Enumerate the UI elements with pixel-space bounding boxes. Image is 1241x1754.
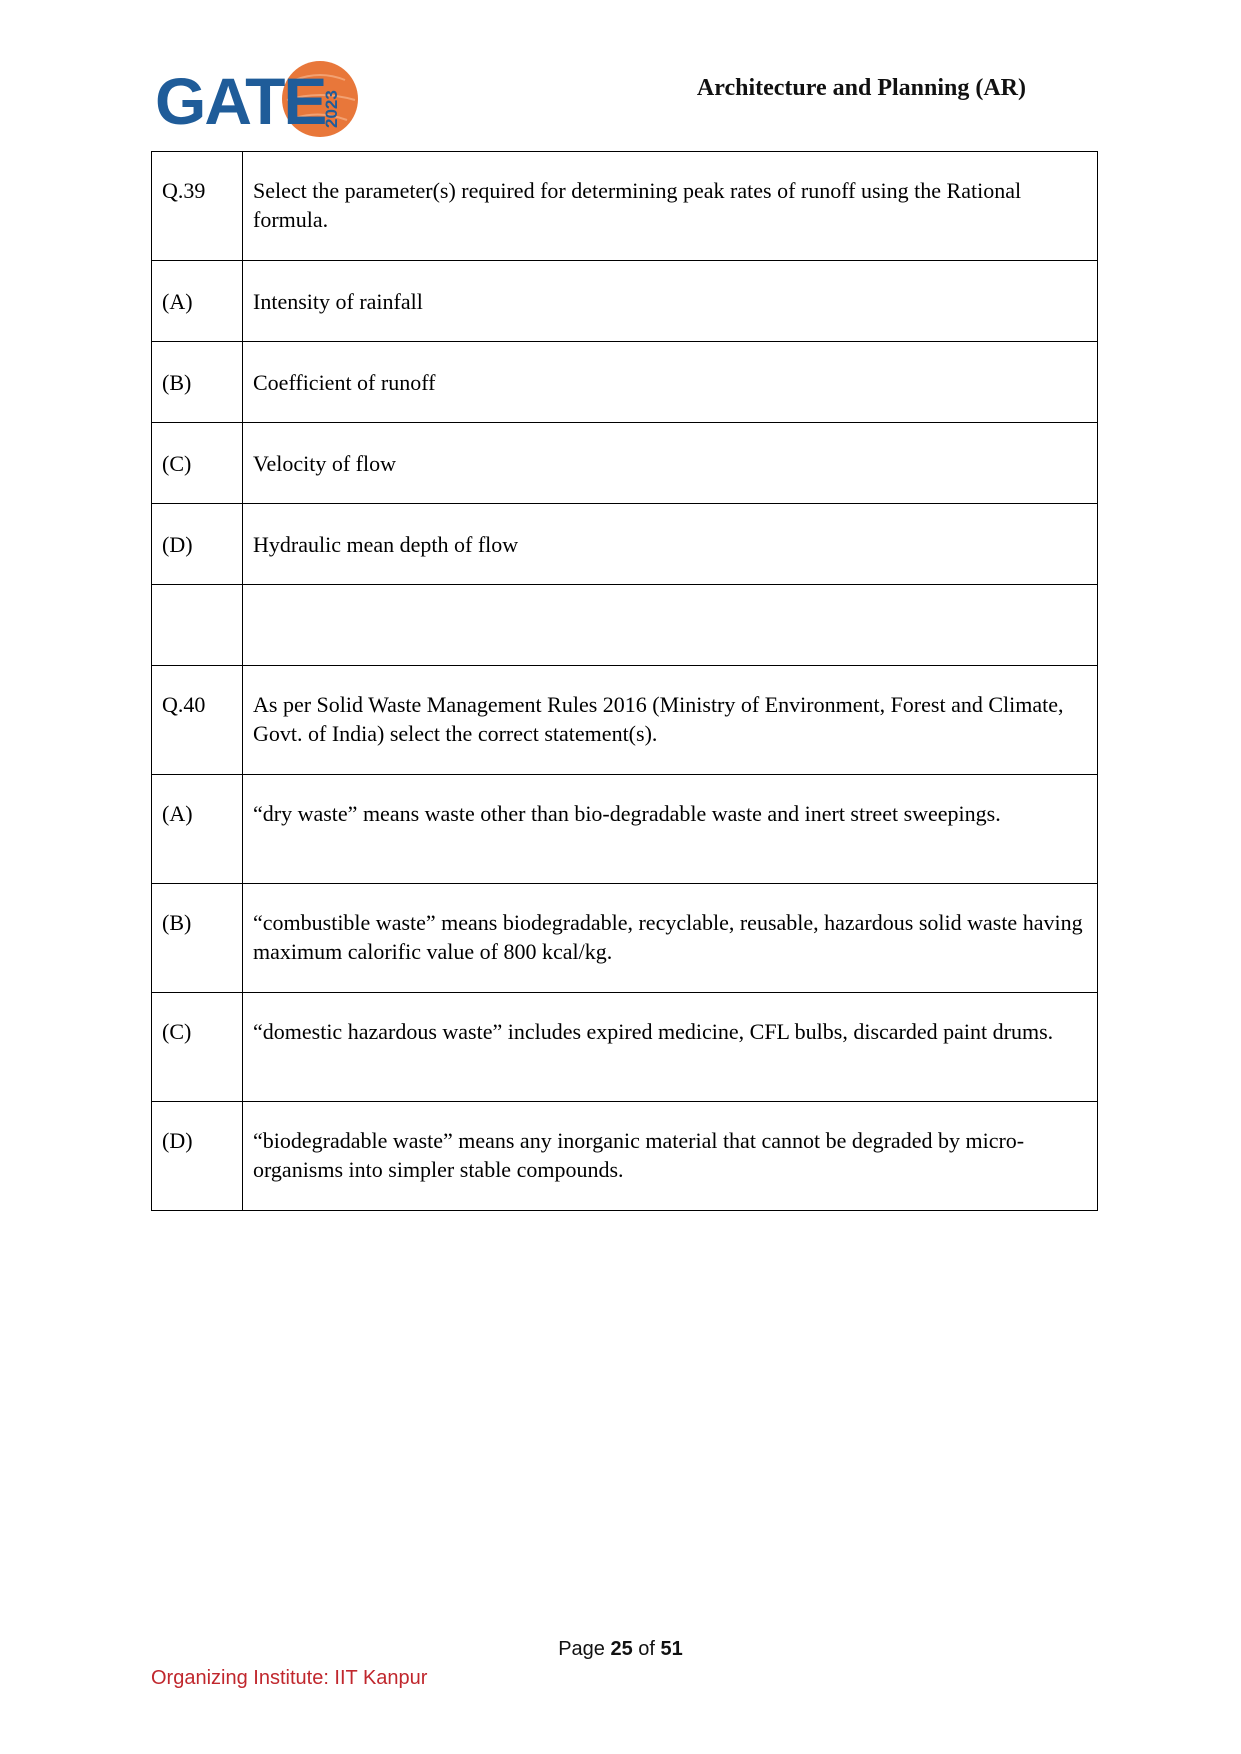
page-prefix: Page xyxy=(558,1638,605,1660)
page-total: 51 xyxy=(660,1638,683,1660)
page-of: of xyxy=(638,1638,655,1660)
option-label: (D) xyxy=(152,504,243,585)
subject-title: Architecture and Planning (AR) xyxy=(696,75,1026,101)
option-label: (C) xyxy=(152,423,243,504)
question-text: As per Solid Waste Management Rules 2016 (Ministry of Environment, Forest and Climate, Govt. of India) select the correct statement(s). xyxy=(243,666,1098,775)
spacer-row xyxy=(152,585,1098,666)
option-label: (A) xyxy=(152,261,243,342)
spacer-cell xyxy=(243,585,1098,666)
option-row xyxy=(152,775,1098,884)
logo-wordmark: GATE xyxy=(155,64,326,138)
option-text: Hydraulic mean depth of flow xyxy=(243,504,1098,585)
option-row xyxy=(152,1102,1098,1211)
page-current: 25 xyxy=(610,1638,633,1660)
question-number: Q.39 xyxy=(152,152,243,261)
question-number: Q.40 xyxy=(152,666,243,775)
logo-year: 2023 xyxy=(322,90,341,128)
spacer-cell xyxy=(152,585,243,666)
option-label: (B) xyxy=(152,884,243,993)
option-row xyxy=(152,423,1098,504)
option-text: Intensity of rainfall xyxy=(243,261,1098,342)
option-text: “biodegradable waste” means any inorganic material that cannot be degraded by micro-organisms into simpler stable compounds. xyxy=(243,1102,1098,1211)
option-text: Coefficient of runoff xyxy=(243,342,1098,423)
option-label: (B) xyxy=(152,342,243,423)
question-row-39 xyxy=(152,152,1098,261)
question-table xyxy=(151,151,1098,1211)
option-row xyxy=(152,884,1098,993)
organizing-institute: Organizing Institute: IIT Kanpur xyxy=(151,1667,428,1689)
option-text: “combustible waste” means biodegradable, recyclable, reusable, hazardous solid waste having maximum calorific value of 800 kcal/kg. xyxy=(243,884,1098,993)
page-number xyxy=(0,1638,1241,1661)
option-text: “domestic hazardous waste” includes expired medicine, CFL bulbs, discarded paint drums. xyxy=(243,993,1098,1102)
option-label: (A) xyxy=(152,775,243,884)
option-text: “dry waste” means waste other than bio-degradable waste and inert street sweepings. xyxy=(243,775,1098,884)
option-row xyxy=(152,342,1098,423)
option-row xyxy=(152,504,1098,585)
question-text: Select the parameter(s) required for determining peak rates of runoff using the Rational formula. xyxy=(243,152,1098,261)
option-label: (D) xyxy=(152,1102,243,1211)
question-row-40 xyxy=(152,666,1098,775)
gate-2023-logo xyxy=(155,60,365,140)
option-row xyxy=(152,261,1098,342)
option-row xyxy=(152,993,1098,1102)
option-label: (C) xyxy=(152,993,243,1102)
option-text: Velocity of flow xyxy=(243,423,1098,504)
